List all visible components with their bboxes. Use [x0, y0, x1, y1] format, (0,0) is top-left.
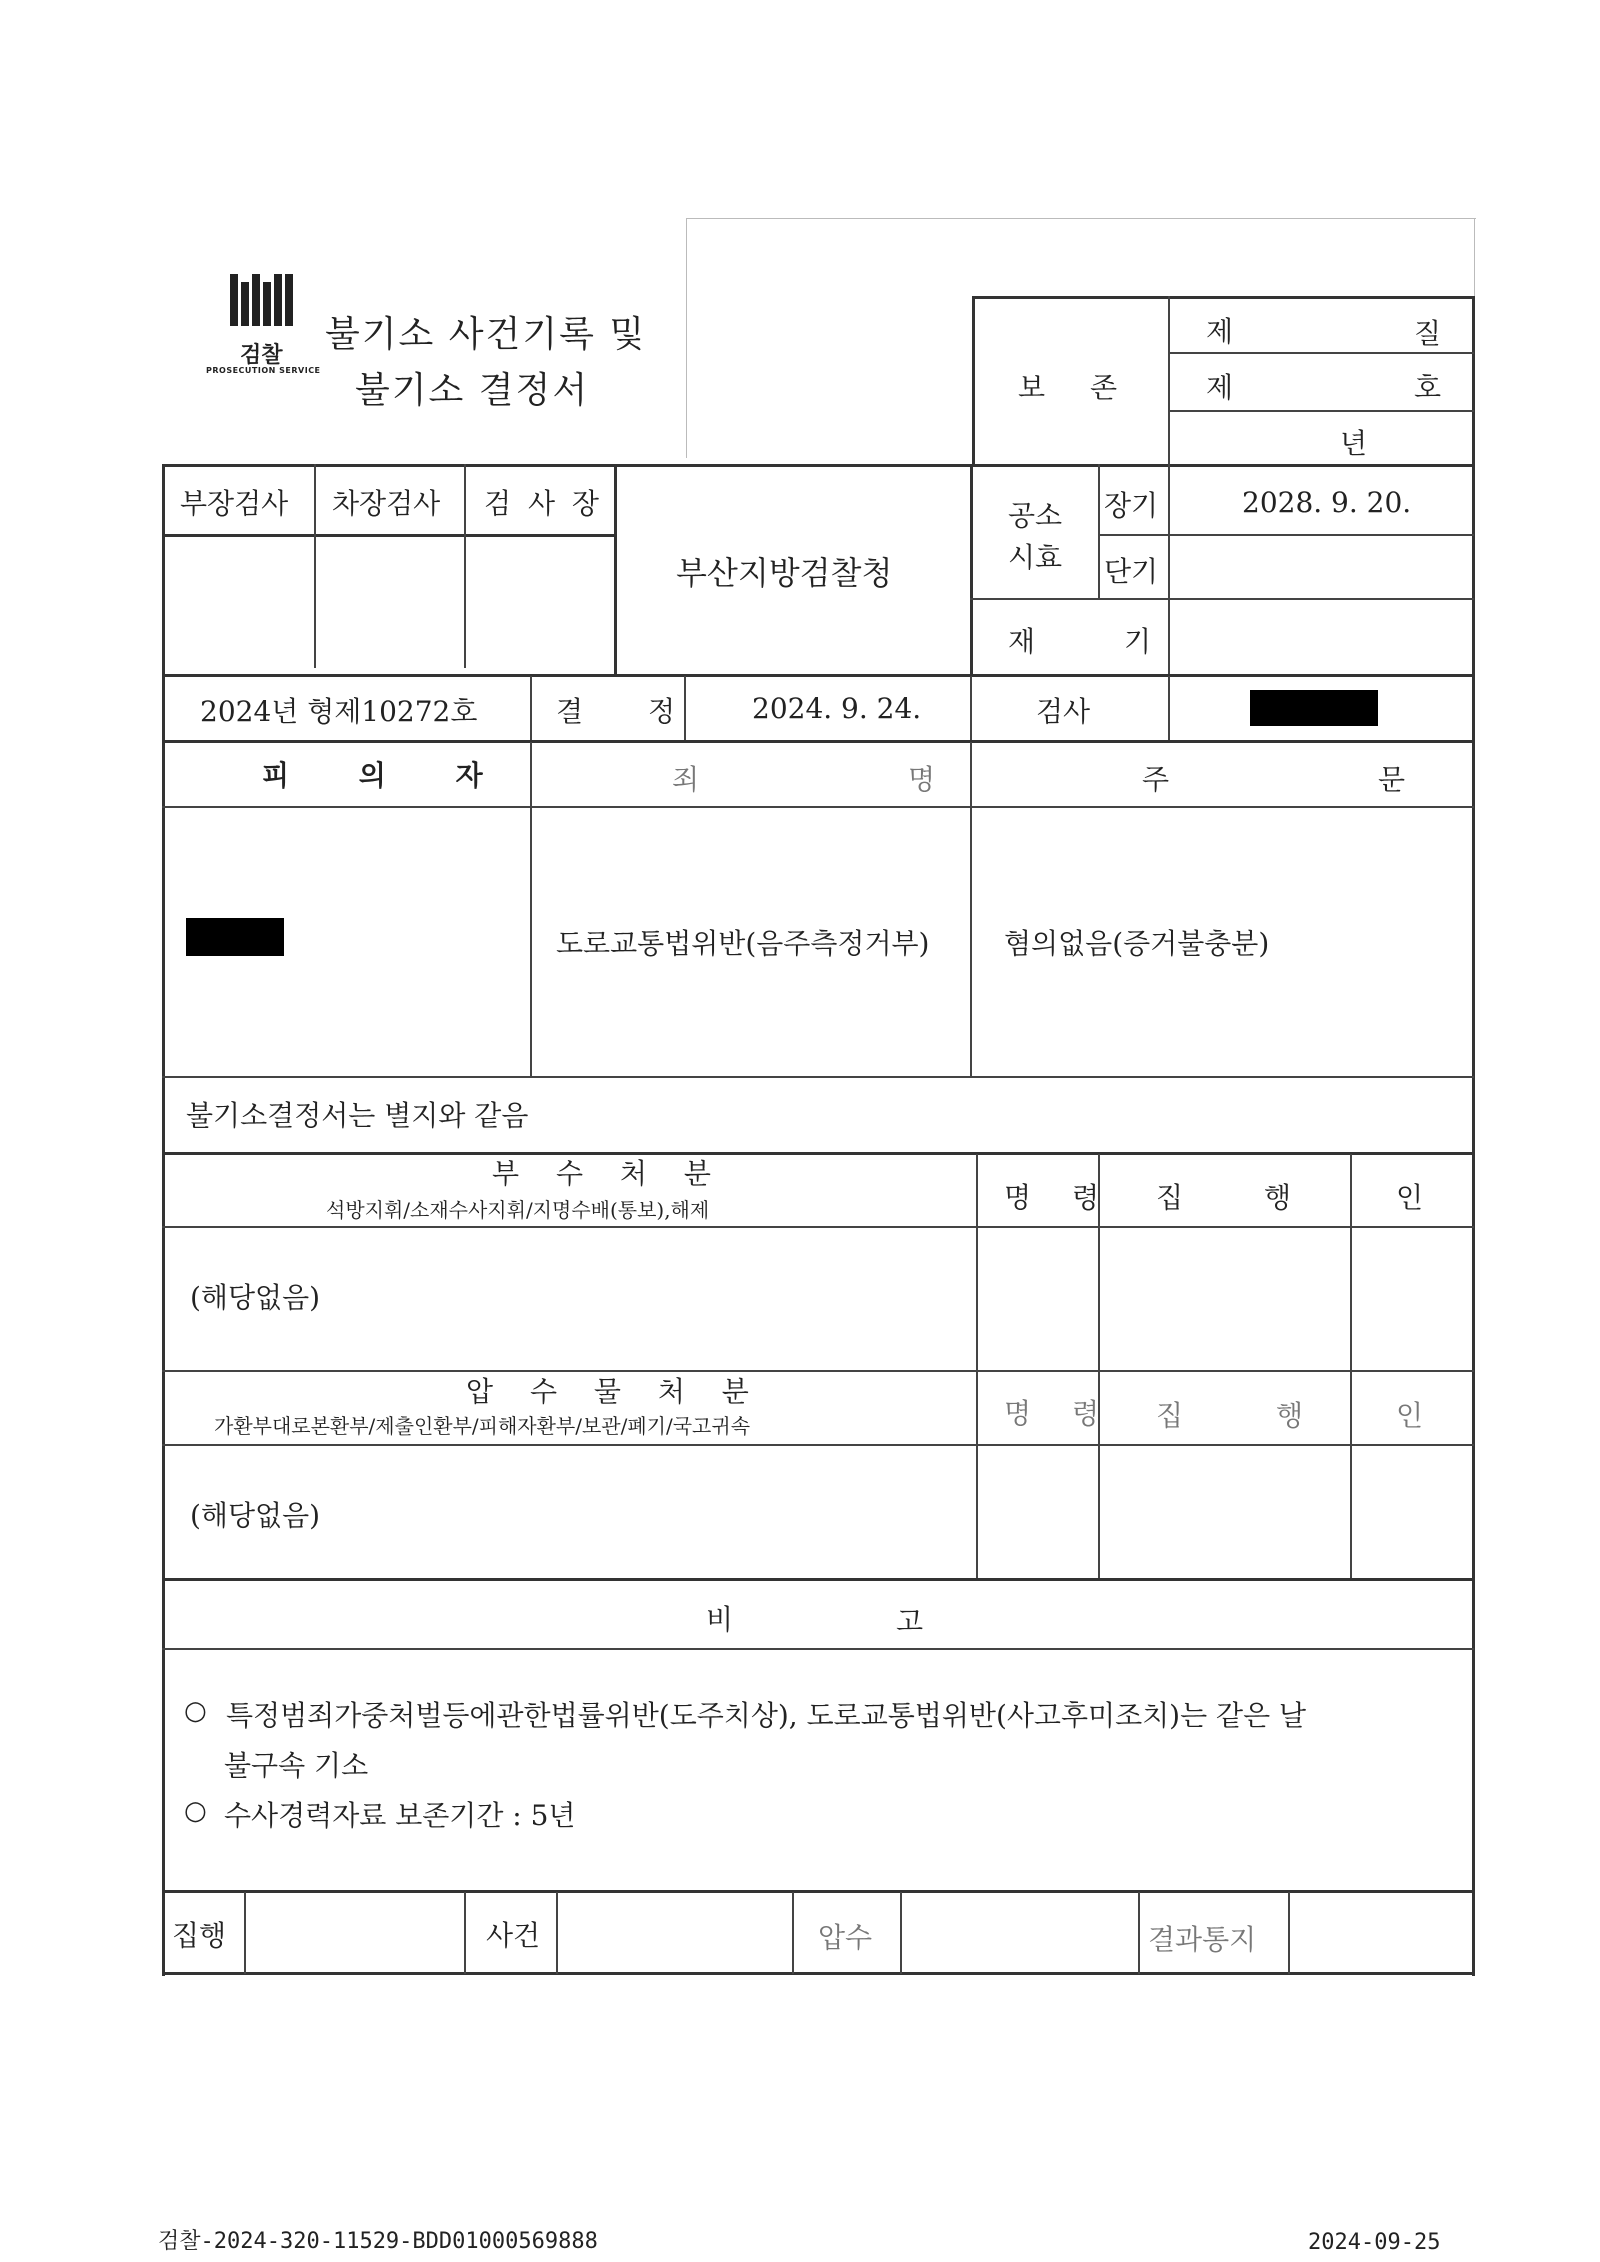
charge-header: 죄 명 [672, 763, 1035, 796]
seized-execute-label2: 행 [1276, 1399, 1304, 1432]
ancillary-order-label: 명 령 [1004, 1181, 1115, 1214]
approval-chajang-label: 차장검사 [332, 487, 441, 520]
preservation-row2-left: 제 [1206, 371, 1234, 404]
seized-execute-label: 집 [1156, 1399, 1184, 1432]
decision-label: 결 정 [556, 695, 703, 728]
office-name: 부산지방검찰청 [676, 554, 893, 592]
ancillary-content: (해당없음) [190, 1281, 321, 1314]
preservation-row1-right: 질 [1414, 317, 1442, 350]
approval-geomsajang-stamp-area[interactable] [470, 540, 610, 666]
seized-content: (해당없음) [190, 1499, 321, 1532]
footer-seizure-label: 압수 [818, 1921, 873, 1954]
remarks-bullet-2: ○ [184, 1796, 207, 1826]
preservation-row1-left: 제 [1206, 315, 1234, 348]
document-date: 2024-09-25 [1308, 2230, 1441, 2255]
approval-bujang-label: 부장검사 [180, 487, 289, 520]
prosecution-logo-icon [230, 274, 302, 326]
approval-bujang-stamp-area[interactable] [170, 540, 310, 666]
statute-short-label: 단기 [1104, 555, 1159, 588]
footer-execution-label: 집행 [172, 1919, 227, 1952]
prosecutor-name-redacted [1250, 690, 1378, 726]
case-number: 2024년 형제10272호 [200, 695, 478, 728]
suspect-header: 피 의 자 [262, 759, 513, 792]
remarks-line1b: 불구속 기소 [224, 1749, 369, 1782]
ancillary-title: 부 수 처 분 [492, 1157, 725, 1190]
statute-label-top: 공소 [1008, 499, 1063, 532]
disposition-value: 혐의없음(증거불충분) [1004, 927, 1270, 960]
document-title-line1: 불기소 사건기록 및 [325, 314, 647, 355]
preservation-label: 보 존 [1018, 371, 1135, 404]
preservation-row3: 년 [1340, 427, 1368, 460]
remarks-label-1: 비 [706, 1603, 734, 1636]
document-id: 검찰-2024-320-11529-BDD01000569888 [158, 2229, 598, 2254]
document-title-line2: 불기소 결정서 [355, 370, 590, 411]
preservation-row2-right: 호 [1414, 371, 1442, 404]
seized-stamp-label: 인 [1396, 1399, 1424, 1432]
approval-geomsajang-label: 검 사 장 [484, 487, 603, 520]
seized-title: 압 수 물 처 분 [466, 1375, 763, 1408]
footer-result-label: 결과통지 [1148, 1923, 1257, 1956]
attachment-note: 불기소결정서는 별지와 같음 [186, 1099, 529, 1132]
resume-label: 재 기 [1008, 625, 1191, 658]
prosecutor-label: 검사 [1036, 695, 1091, 728]
remarks-bullet-1: ○ [184, 1696, 207, 1726]
ancillary-execute-label: 집 [1156, 1181, 1184, 1214]
statute-long-label: 장기 [1104, 489, 1159, 522]
logo-text: 검찰 [240, 343, 283, 368]
remarks-line1: 특정범죄가중처벌등에관한법률위반(도주치상), 도로교통법위반(사고후미조치)는 같은 날 [226, 1699, 1307, 1732]
suspect-name-redacted [186, 918, 284, 956]
ancillary-stamp-label: 인 [1396, 1181, 1424, 1214]
statute-label-bottom: 시효 [1008, 541, 1063, 574]
charge-value: 도로교통법위반(음주측정거부) [556, 927, 930, 960]
decision-date: 2024. 9. 24. [752, 692, 922, 725]
logo-subtext: PROSECUTION SERVICE [206, 366, 321, 375]
footer-case-label: 사건 [486, 1919, 541, 1952]
seized-subtitle: 가환부대로본환부/제출인환부/피해자환부/보관/폐기/국고귀속 [214, 1414, 751, 1438]
seized-order-label: 명 령 [1004, 1397, 1115, 1430]
ancillary-execute-label2: 행 [1264, 1181, 1292, 1214]
disposition-header: 주 문 [1142, 763, 1505, 796]
ancillary-subtitle: 석방지휘/소재수사지휘/지명수배(통보),해제 [326, 1198, 710, 1222]
statute-long-value: 2028. 9. 20. [1242, 486, 1412, 519]
remarks-label-2: 고 [896, 1605, 924, 1638]
approval-chajang-stamp-area[interactable] [320, 540, 460, 666]
remarks-line2: 수사경력자료 보존기간 : 5년 [224, 1799, 576, 1832]
